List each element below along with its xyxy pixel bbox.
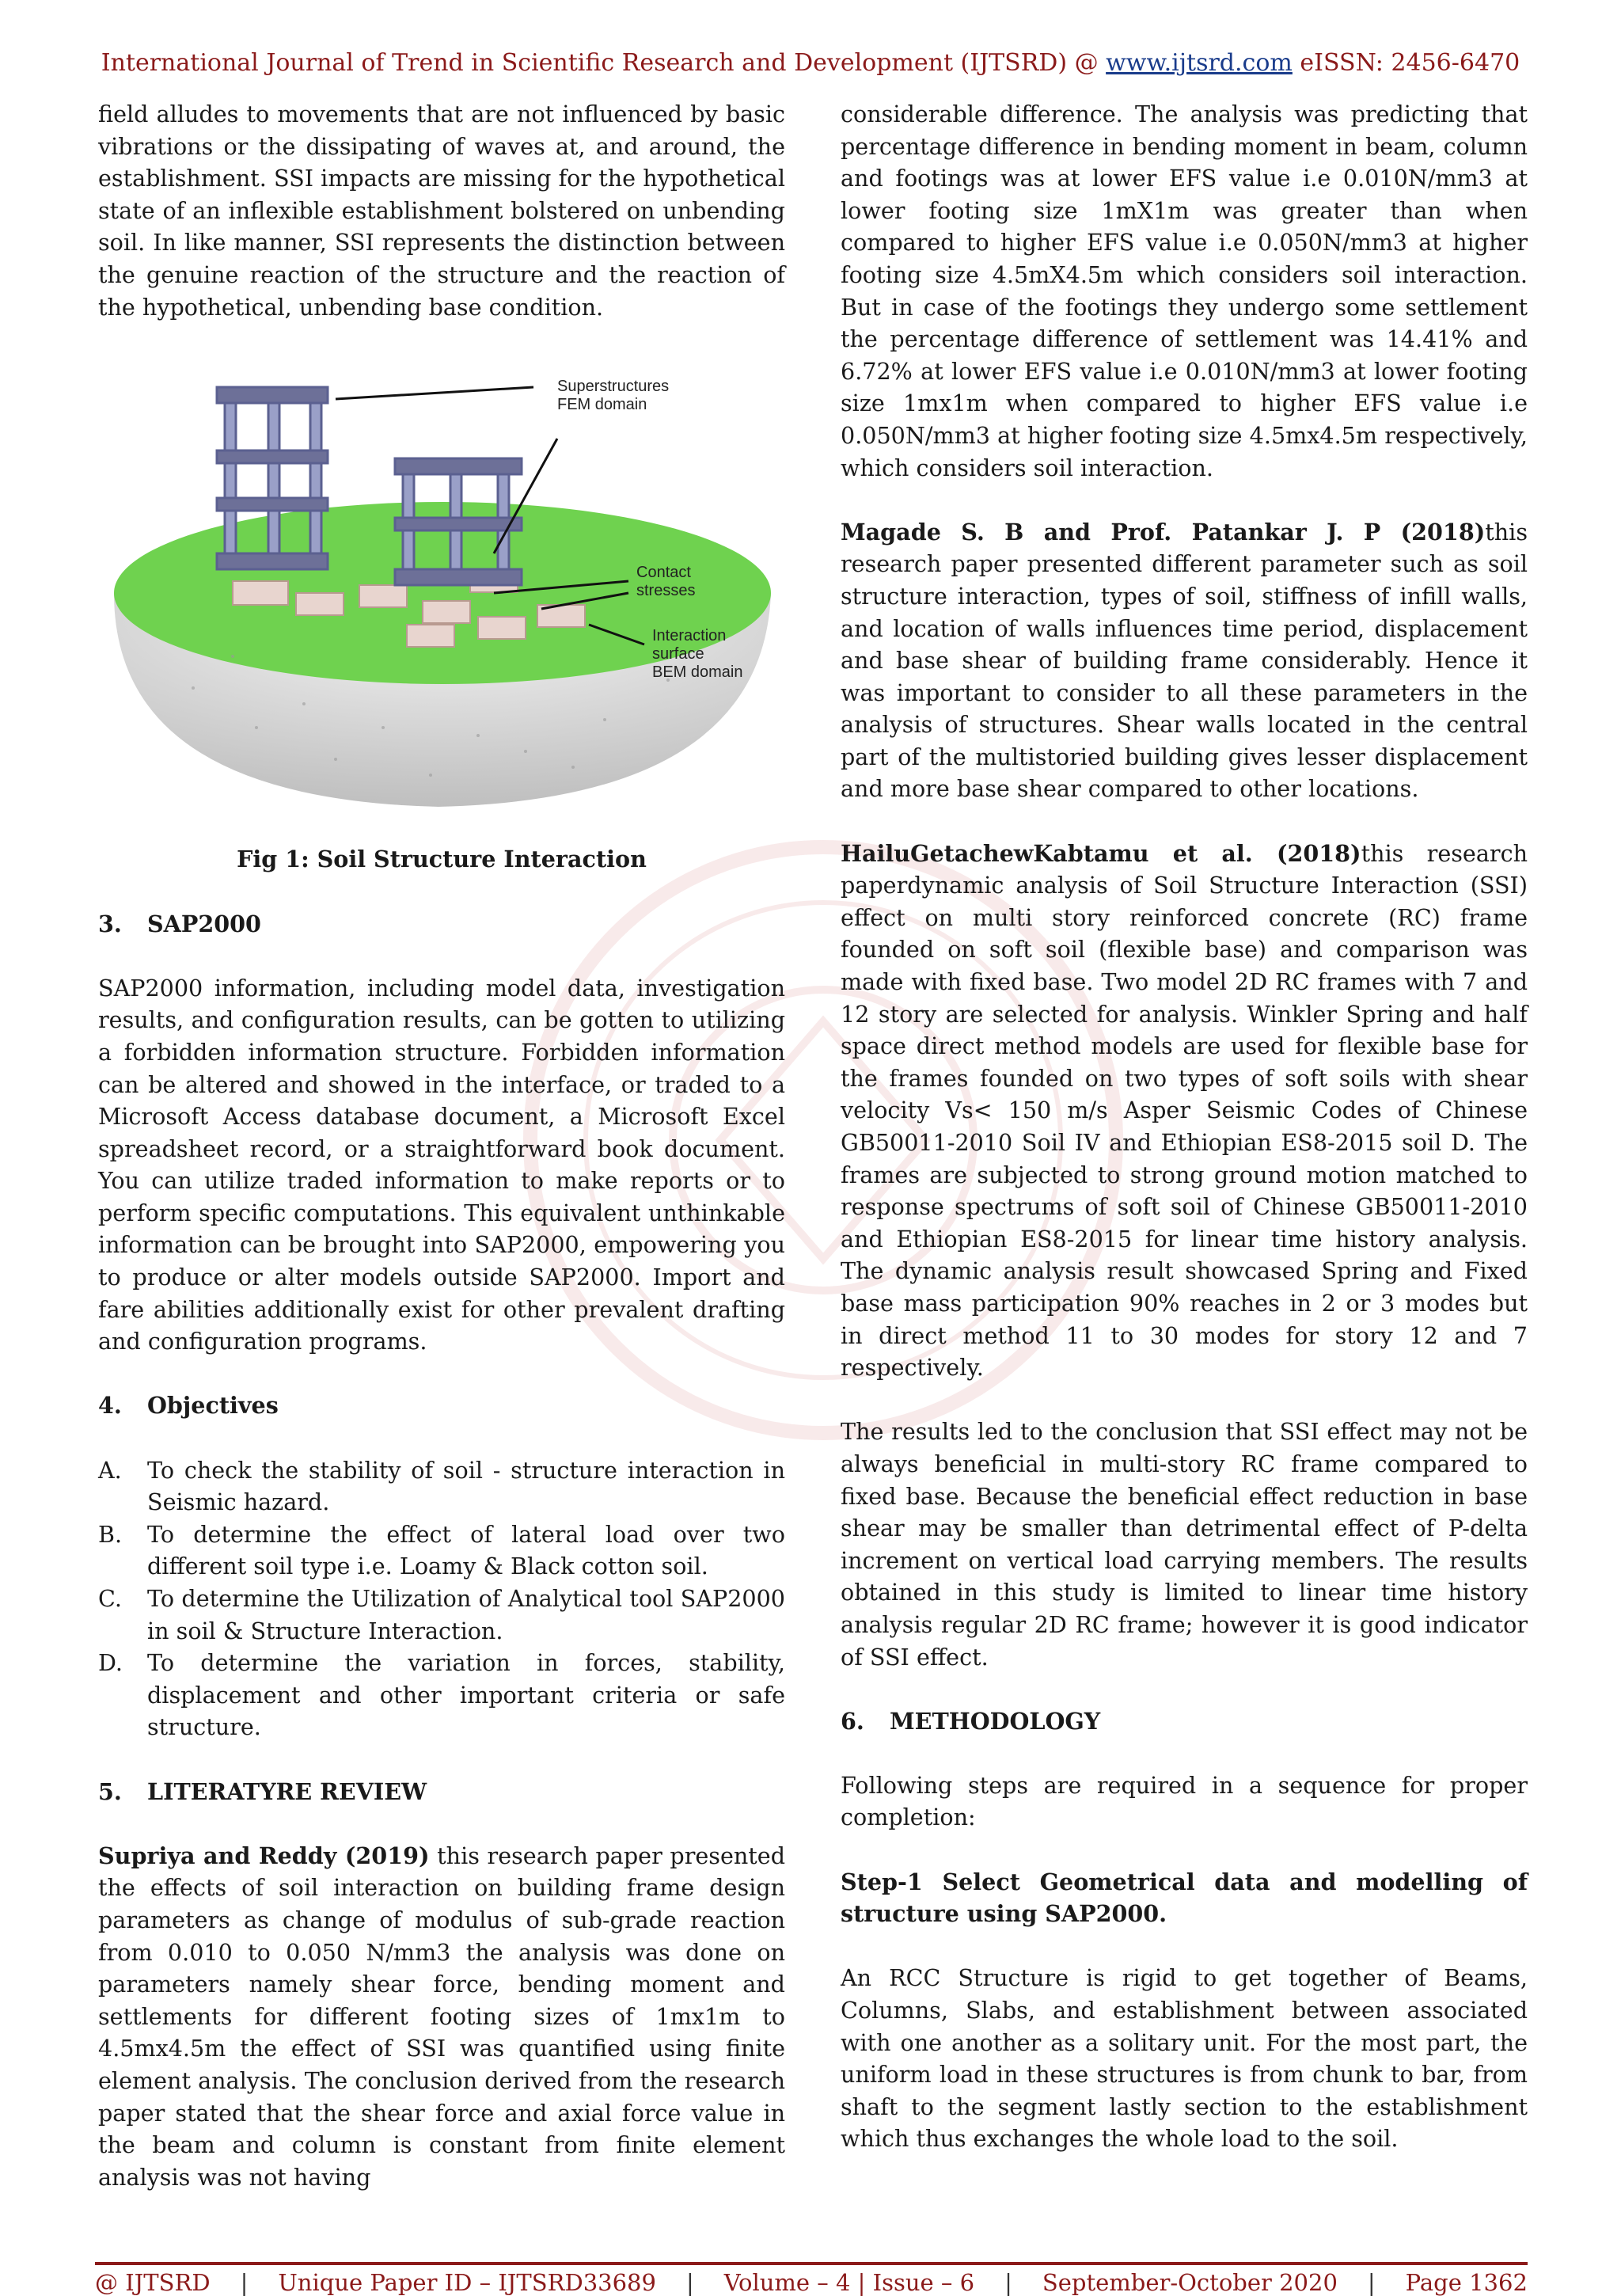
section-6-number: 6.: [841, 1707, 864, 1735]
supriya-citation: Supriya and Reddy (2019): [98, 1842, 430, 1869]
section-4-number: 4.: [98, 1392, 122, 1420]
footer-rule: [95, 2262, 1528, 2265]
label-fem-domain: FEM domain: [557, 395, 647, 413]
footer-page: Page 1362: [1405, 2269, 1528, 2296]
section-3-paragraph: SAP2000 information, including model data, investigation results, and configuration results, can be gotten to utilizing a forbidden information structure. Forbidden information can be altered and showed in the interface, or traded to a Microsoft Access database document, a Microsoft Excel spreadsheet record, or a straightforward book document. You can utilize traded information to make reports or to perform specific computations. This equivalent unthinkable information can be brought into SAP2000, empowering you to produce or alter models outside SAP2000. Import and fare abilities additionally exist for other prevalent drafting and configuration programs.: [98, 974, 785, 1355]
continuation-paragraph: considerable difference. The analysis was predicting that percentage difference in bending moment in beam, column and footings was at lower EFS value i.e 0.010N/mm3 at lower footing size 1mX1m was greater than when compared to higher EFS value i.e 0.050N/mm3 at higher footing size 4.5mX4.5m which considers soil interaction. But in case of the footings they undergo some settlement the percentage difference of settlement was 14.41% and 6.72% at lower EFS value i.e 0.010N/mm3 at lower footing size 1mx1m when compared to higher EFS value i.e 0.050N/mm3 at higher footing size 4.5mx4.5m respectively, which considers soil interaction.: [841, 101, 1528, 481]
footer-separator: |: [1004, 2269, 1012, 2296]
list-item: [98, 1519, 785, 1583]
footer-separator: |: [240, 2269, 249, 2296]
magade-paragraph: [841, 516, 1528, 805]
page-footer: [95, 2269, 1528, 2296]
label-surface: surface: [652, 644, 704, 663]
list-marker: D.: [98, 1649, 123, 1677]
supriya-paragraph: [98, 1840, 785, 2194]
label-contact: Contact: [636, 563, 691, 581]
magade-text: this research paper presented different parameter such as soil structure interaction, types of soil, stiffness of infill walls, and location of walls influences time period, displacement and base shear of building frame considerably. Hence it was important to consider to all these parameters in the analysis of structures. Shear walls located in the central part of the multistoried building gives lesser displacement and more base shear compared to other locations.: [841, 518, 1528, 803]
section-6-title: METHODOLOGY: [890, 1707, 1101, 1735]
section-6-heading: [841, 1705, 1528, 1738]
label-superstructures: Superstructures: [557, 377, 670, 395]
step-1-heading: Step-1 Select Geometrical data and modelling of structure using SAP2000.: [841, 1868, 1528, 1928]
footer-org: @ IJTSRD: [95, 2269, 211, 2296]
methodology-intro: Following steps are required in a sequence for proper completion:: [841, 1771, 1528, 1831]
section-4-title: Objectives: [147, 1392, 279, 1420]
journal-website-link[interactable]: www.ijtsrd.com: [1106, 49, 1293, 77]
right-column: [841, 98, 1528, 2188]
list-text: To determine the effect of lateral load over two different soil type i.e. Loamy & Black cotton soil.: [147, 1520, 785, 1580]
intro-paragraph: field alludes to movements that are not influenced by basic vibrations or the dissipating of waves at, and around, the establishment. SSI impacts are missing for the hypothetical state of an inflexible establishment bolstered on unbending soil. In like manner, SSI represents the distinction between the genuine reaction of the structure and the reaction of the hypothetical, unbending base condition.: [98, 101, 785, 321]
list-item: [98, 1647, 785, 1743]
hailu-text: this research paperdynamic analysis of Soil Structure Interaction (SSI) effect on multi story reinforced concrete (RC) frame founded on soft soil (flexible base) and comparison was made with fixed base. Two model 2D RC frames with 7 and 12 story are selected for analysis. Winkler Spring and half space direct method models are used for flexible base for the frames founded on two types of soft soils with shear velocity Vs< 150 m/s Asper Seismic Codes of Chinese GB50011-2010 Soil IV and Ethiopian ES8-2015 soil D. The frames are subjected to strong ground motion matched to response spectrums of soft soil of Chinese GB50011-2010 and Ethiopian ES8-2015 for linear time history analysis. The dynamic analysis result showcased Spring and Fixed base mass participation 90% reaches in 2 or 3 modes but in direct method 11 to 30 modes for story 12 and 7 respectively.: [841, 839, 1528, 1382]
list-item: [98, 1583, 785, 1647]
label-bem-domain: BEM domain: [652, 663, 743, 681]
footer-separator: |: [1367, 2269, 1376, 2296]
section-3-number: 3.: [98, 910, 122, 937]
ssi-figure: [98, 355, 785, 815]
footer-volume: Volume – 4 | Issue – 6: [723, 2269, 975, 2296]
step-1-paragraph: An RCC Structure is rigid to get together of Beams, Columns, Slabs, and establishment between associated with one another as a solitary unit. For the most part, the uniform load in these structures is from chunk to bar, from shaft to the segment lastly section to the establishment which thus exchanges the whole load to the soil.: [841, 1964, 1528, 2153]
journal-name: International Journal of Trend in Scientific Research and Development (IJTSRD) @: [101, 49, 1107, 77]
section-4-heading: [98, 1389, 785, 1422]
objectives-list: [98, 1454, 785, 1743]
list-marker: A.: [98, 1456, 122, 1484]
list-text: To determine the variation in forces, stability, displacement and other important criteria or safe structure.: [147, 1649, 785, 1741]
hailu-paragraph: [841, 838, 1528, 1384]
label-interaction: Interaction: [652, 626, 727, 644]
results-paragraph: The results led to the conclusion that SSI effect may not be always beneficial in multi-story RC frame compared to fixed base. Because the beneficial effect reduction in base shear may be smaller than detrimental effect of P-delta increment on vertical load carrying members. The results obtained in this study is limited to linear time history analysis regular 2D RC frame; however it is good indicator of SSI effect.: [841, 1418, 1528, 1671]
left-column: [98, 98, 785, 2193]
list-text: To check the stability of soil - structure interaction in Seismic hazard.: [147, 1456, 785, 1516]
list-text: To determine the Utilization of Analytical tool SAP2000 in soil & Structure Interaction.: [147, 1585, 785, 1644]
section-5-title: LITERATYRE REVIEW: [147, 1777, 427, 1805]
section-5-heading: [98, 1776, 785, 1808]
footer-paper-id: Unique Paper ID – IJTSRD33689: [278, 2269, 656, 2296]
section-3-title: SAP2000: [147, 910, 261, 937]
list-marker: C.: [98, 1585, 122, 1612]
figure-caption: Fig 1: Soil Structure Interaction: [237, 846, 647, 873]
issn: eISSN: 2456-6470: [1292, 49, 1520, 77]
magade-citation: Magade S. B and Prof. Patankar J. P (2018): [841, 518, 1486, 545]
building-1: [217, 387, 328, 569]
footer-separator: |: [685, 2269, 694, 2296]
section-5-number: 5.: [98, 1777, 122, 1805]
section-3-heading: [98, 908, 785, 941]
label-stresses: stresses: [636, 581, 696, 599]
hailu-citation: HailuGetachewKabtamu et al. (2018): [841, 839, 1361, 867]
building-2: [395, 458, 522, 585]
running-header: [0, 49, 1621, 77]
supriya-text: this research paper presented the effects of soil interaction on building frame design parameters as change of modulus of sub-grade reaction from 0.010 to 0.050 N/mm3 the analysis was done on parameters namely shear force, bending moment and settlements for different footing sizes of 1mx1m to 4.5mx4.5m the effect of SSI was quantified using finite element analysis. The conclusion derived from the research paper stated that the shear force and axial force value in the beam and column is constant from finite element analysis was not having: [98, 1842, 786, 2191]
list-marker: B.: [98, 1520, 123, 1548]
list-item: [98, 1454, 785, 1519]
footer-date: September-October 2020: [1042, 2269, 1338, 2296]
